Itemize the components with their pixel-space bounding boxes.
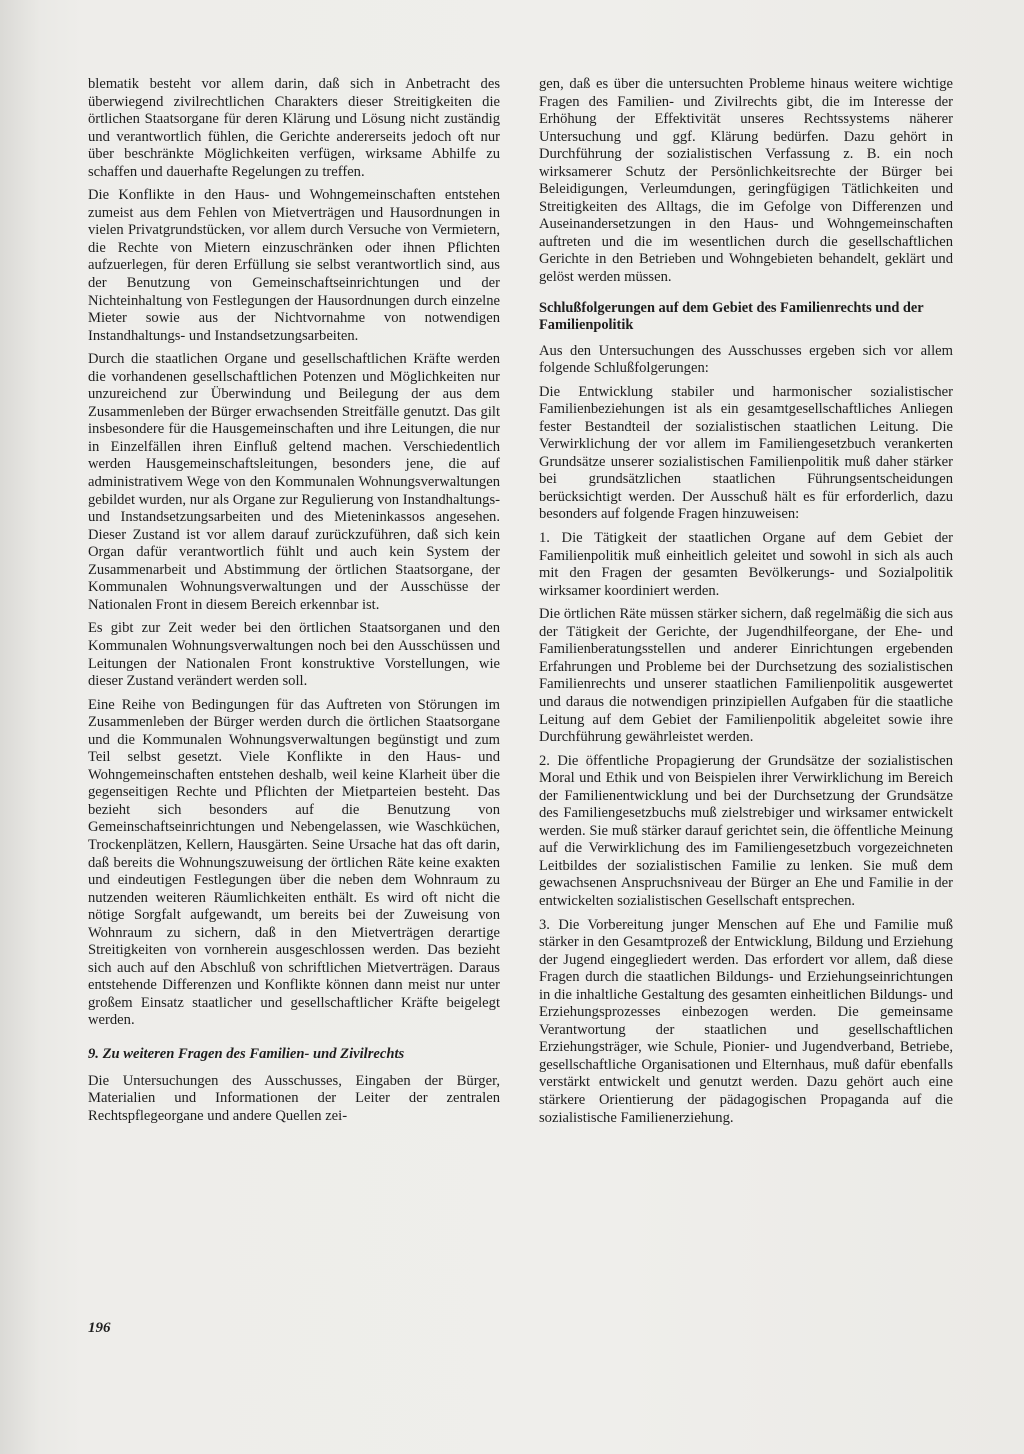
section-heading-9: 9. Zu weiteren Fragen des Familien- und Zivilrechts: [88, 1045, 405, 1062]
right-paragraph-3: Die Entwicklung stabiler und harmonischer sozialistischer Familienbeziehungen ist als ein gesamtgesellschaftliches Anliegen fester Bestandteil der sozialistischen staatlichen Leitung. Die Verwirklichung der vor allem im Familiengesetzbuch verankerten Grundsätze unserer sozialistischen Familienpolitik muß daher stärker bei grundsätzlichen staatlichen Führungsentscheidungen berücksichtigt werden. Der Ausschuß hält es für erforderlich, dazu besonders auf folgende Fragen hinzuweisen:: [539, 383, 953, 523]
left-paragraph-5: Eine Reihe von Bedingungen für das Auftreten von Störungen im Zusammenleben der Bürger werden durch die örtlichen Staatsorgane und die Kommunalen Wohnungsverwaltungen begünstigt und zum Teil selbst gesetzt. Viele Konflikte in den Haus- und Wohngemeinschaften entstehen deshalb, weil keine Klarheit über die gegenseitigen Rechte und Pflichten der Mietparteien besteht. Das bezieht sich besonders auf die Benutzung von Gemeinschaftseinrichtungen und Nebengelassen, wie Waschküchen, Trockenplätzen, Kellern, Hausgärten. Seine Ursache hat das oft darin, daß bereits die Wohnungszuweisung der örtlichen Räte keine exakten und eindeutigen Festlegungen über die neben dem Wohnraum zu nutzenden weiteren Räumlichkeiten enthält. Es wird oft nicht die nötige Sorgfalt aufgewandt, um bereits bei der Zuweisung von Wohnraum zu sichern, daß in den Mietverträgen derartige Streitigkeiten von vornherein ausgeschlossen werden. Das bezieht sich auch auf den Abschluß von schriftlichen Mietverträgen. Daraus entstehende Differenzen und Konflikte können dann meist nur unter großem Einsatz staatlicher und gesellschaftlicher Kräfte beigelegt werden.: [88, 696, 500, 1029]
right-paragraph-6: 2. Die öffentliche Propagierung der Grundsätze der sozialistischen Moral und Ethik und von Beispielen ihrer Verwirklichung im Bereich der Familienentwicklung und bei der Durchsetzung der Grundsätze des Familiengesetzbuchs muß zielstrebiger und wirksamer entwickelt werden. Sie muß stärker darauf gerichtet sein, die öffentliche Meinung auf die Verwirklichung des im Familiengesetzbuch vorgezeichneten Leitbildes der sozialistischen Familie zu lenken. Sie muß dem gewachsenen Anspruchsniveau der Bürger an Ehe und Familie in der entwickelten sozialistischen Gesellschaft entsprechen.: [539, 752, 953, 909]
right-paragraph-5: Die örtlichen Räte müssen stärker sichern, daß regelmäßig die sich aus der Tätigkeit der Gerichte, der Jugendhilfeorgane, der Ehe- und Familienberatungsstellen und anderer Einrichtungen ergebenden Erfahrungen und Probleme bei der Durchsetzung des sozialistischen Familienrechts und unserer staatlichen Familienpolitik ausgewertet und daraus die notwendigen prinzipiellen Aufgaben für die staatliche Leitung auf dem Gebiet der Familienpolitik abgeleitet sowie ihre Durchführung gewährleistet werden.: [539, 606, 953, 746]
left-paragraph-3: Durch die staatlichen Organe und gesellschaftlichen Kräfte werden die vorhandenen gesellschaftlichen Potenzen und Möglichkeiten nur unzureichend zur Überwindung und Beilegung der aus dem Zusammenleben der Bürger erwachsenden Streitfälle genutzt. Das gilt insbesondere für die Hausgemeinschaften und ihre Leitungen, die nur in Einzelfällen ihren Einfluß geltend machen. Verschiedentlich werden Hausgemeinschaftsleitungen, besonders jene, die auf administrativem Wege von den Kommunalen Wohnungsverwaltungen gebildet wurden, nur als Organe zur Regulierung von Instandhaltungs- und Instandsetzungsarbeiten und des Mieteninkassos angesehen. Dieser Zustand ist vor allem darauf zurückzuführen, daß sich kein Organ dafür verantwortlich fühlt und auch kein System der Zusammenarbeit und Abstimmung der örtlichen Staatsorgane, der Kommunalen Wohnungsverwaltungen und der Ausschüsse der Nationalen Front in diesem Bereich erkennbar ist.: [88, 351, 500, 613]
left-paragraph-4: Es gibt zur Zeit weder bei den örtlichen Staatsorganen und den Kommunalen Wohnungsverwaltungen noch bei den Ausschüssen und Leitungen der Nationalen Front konstruktive Vorstellungen, wie dieser Zustand verändert werden soll.: [88, 620, 500, 690]
scan-edge-shadow: [0, 0, 40, 1454]
left-paragraph-2: Die Konflikte in den Haus- und Wohngemeinschaften entstehen zumeist aus dem Fehlen von Mietverträgen und Hausordnungen in vielen Privatgrundstücken, vor allem durch Versuche von Vermietern, die Rechte von Mietern einzuschränken oder ihnen Pflichten aufzuerlegen, für deren Erfüllung sie selbst verantwortlich sind, aus der Benutzung von Gemeinschaftseinrichtungen und der Nichteinhaltung von Festlegungen der Hausordnungen durch einzelne Mieter sowie aus der Nichtvornahme von notwendigen Instandhaltungs- und Instandsetzungsarbeiten.: [88, 187, 500, 344]
right-paragraph-2: Aus den Untersuchungen des Ausschusses ergeben sich vor allem folgende Schlußfolgerungen:: [539, 342, 953, 377]
right-paragraph-4: 1. Die Tätigkeit der staatlichen Organe auf dem Gebiet der Familienpolitik muß einheitlich geleitet und sowohl in sich als auch mit den Fragen der gesamten Bevölkerungs- und Sozialpolitik wirksamer koordiniert werden.: [539, 530, 953, 599]
right-paragraph-1: gen, daß es über die untersuchten Probleme hinaus weitere wichtige Fragen des Familien- und Zivilrechts gibt, die im Interesse der Erhöhung der Effektivität unseres Rechtssystems näherer Untersuchung und ggf. Klärung bedürfen. Dazu gehört in Durchführung der sozialistischen Verfassung z. B. ein noch wirksamerer Schutz der Persönlichkeitsrechte der Bürger bei Beleidigungen, Verleumdungen, geringfügigen Tätlichkeiten und Streitigkeiten des Alltags, die im Gefolge von Differenzen und Auseinandersetzungen in den Haus- und Wohngemeinschaften auftreten und die im wesentlichen durch die gesellschaftlichen Gerichte in den Betrieben und Wohngebieten behandelt, geklärt und gelöst werden müssen.: [539, 76, 953, 286]
page-number: 196: [88, 1320, 111, 1336]
right-paragraph-7: 3. Die Vorbereitung junger Menschen auf Ehe und Familie muß stärker in den Gesamtprozeß der Entwicklung, Bildung und Erziehung der Jugend eingegliedert werden. Das erfordert vor allem, daß diese Fragen durch die staatlichen Bildungs- und Erziehungseinrichtungen in die inhaltliche Gestaltung des gesamten einheitlichen Bildungs- und Erziehungsprozesses einbezogen werden. Die gemeinsame Verantwortung der staatlichen und gesellschaftlichen Erziehungsträger, wie Schule, Pionier- und Jugendverband, Betriebe, gesellschaftliche Organisationen und Elternhaus, muß dafür ebenfalls verstärkt entwickelt und genutzt werden. Dazu gehört auch eine stärkere Orientierung der pädagogischen Propaganda auf die sozialistische Familienerziehung.: [539, 916, 953, 1126]
section-heading-conclusions: Schlußfolgerungen auf dem Gebiet des Familienrechts und der Familienpolitik: [539, 299, 924, 333]
right-column: [539, 76, 953, 1133]
left-paragraph-6: Die Untersuchungen des Ausschusses, Eingaben der Bürger, Materialien und Informationen der Leiter der zentralen Rechtspflegeorgane und andere Quellen zei-: [88, 1072, 500, 1124]
left-paragraph-1: blematik besteht vor allem darin, daß sich in Anbetracht des überwiegend zivilrechtlichen Charakters dieser Streitigkeiten die örtlichen Staatsorgane für deren Klärung und Lösung nicht zuständig und verantwortlich fühlen, die Gerichte andererseits jedoch oft nur über beschränkte Möglichkeiten verfügen, wirksame Abhilfe zu schaffen und dauerhafte Regelungen zu treffen.: [88, 76, 500, 180]
left-column: [88, 76, 500, 1131]
